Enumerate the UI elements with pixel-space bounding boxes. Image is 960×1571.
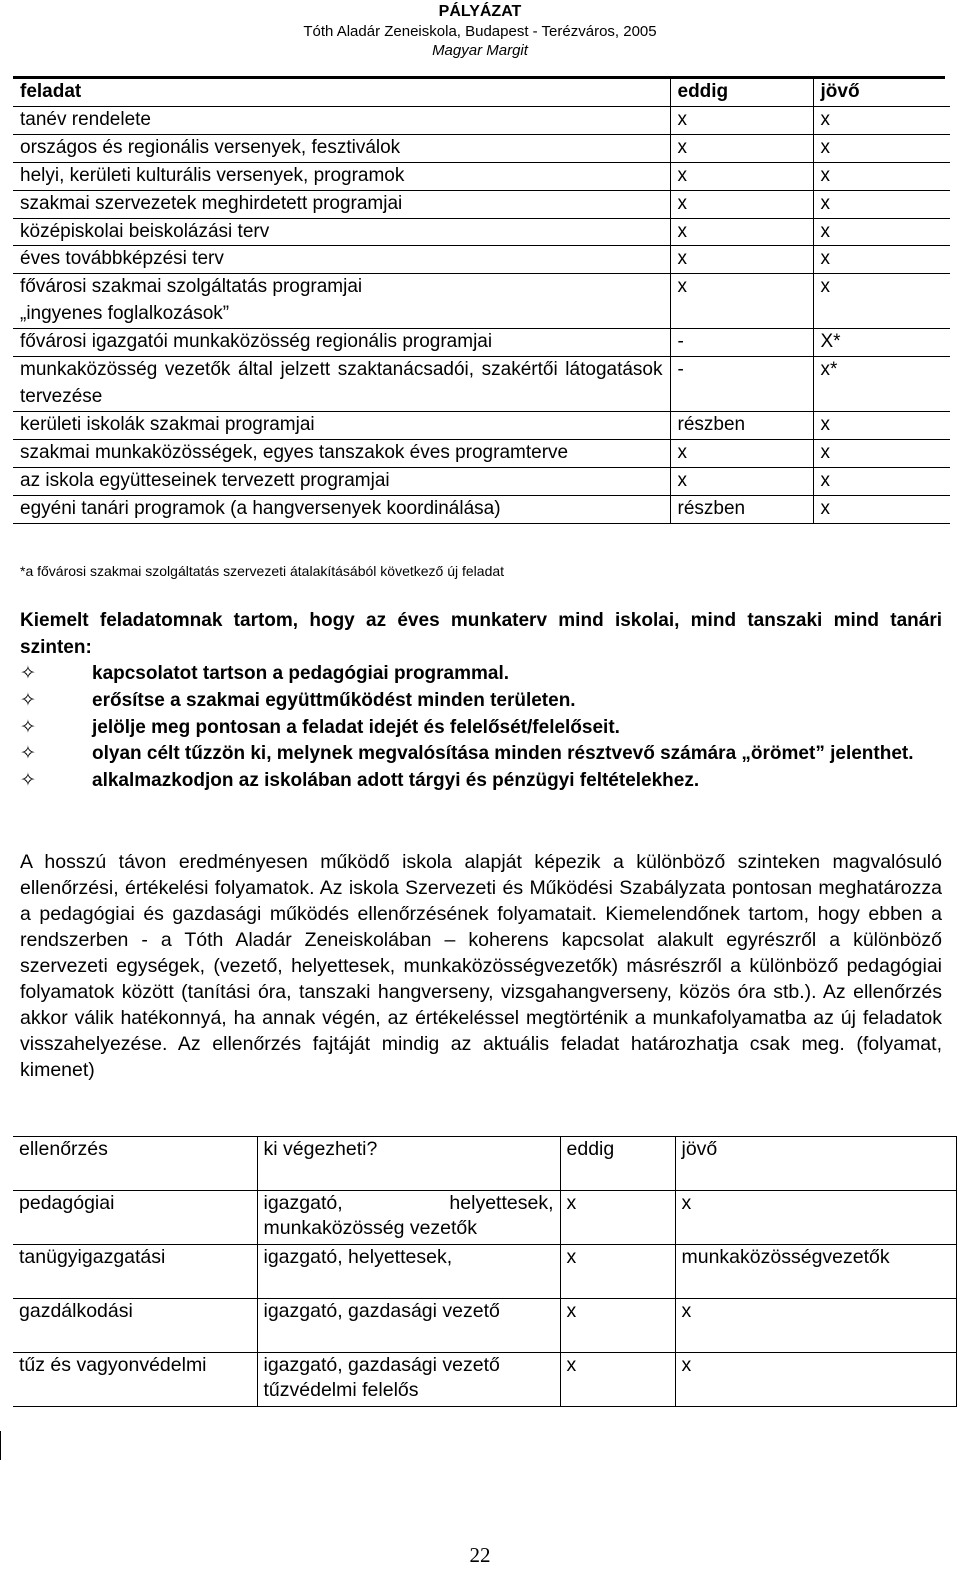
jovo-cell: x [813, 274, 950, 329]
table-row [13, 439, 950, 467]
list-item-text: erősítse a szakmai együttműködést minden területen. [92, 689, 576, 711]
jovo-cell: x [675, 1191, 956, 1245]
task-cell: munkaközösség vezetők által jelzett szaktanácsadói, szakértői látogatások tervezése [13, 357, 670, 412]
task-cell: szakmai szervezetek meghirdetett programjai [13, 190, 670, 218]
table-header-row [13, 1137, 956, 1191]
eddig-cell: x [670, 439, 813, 467]
jovo-cell: X* [813, 329, 950, 357]
eddig-cell: részben [670, 495, 813, 523]
tasks-table [13, 79, 950, 524]
column-header: eddig [670, 79, 813, 106]
jovo-cell: x [813, 190, 950, 218]
who-cell: igazgató, helyettesek, munkaközösség vezetők [257, 1191, 560, 1245]
task-cell: éves továbbképzési terv [13, 246, 670, 274]
table-row [13, 1353, 956, 1407]
eddig-cell: x [670, 162, 813, 190]
list-item [20, 661, 942, 688]
jovo-cell: munkaközösségvezetők [675, 1245, 956, 1299]
footnote: *a fővárosi szakmai szolgáltatás szervezeti átalakításából következő új feladat [20, 563, 505, 579]
intro-paragraph: Kiemelt feladatomnak tartom, hogy az éves munkaterv mind iskolai, mind tanszaki mind tanári szinten: [20, 610, 942, 658]
table-row [13, 411, 950, 439]
eddig-cell: x [560, 1299, 675, 1353]
star-bullet-icon: ✧ [20, 743, 36, 765]
type-cell: gazdálkodási [13, 1299, 257, 1353]
who-cell: igazgató, gazdasági vezető tűzvédelmi felelős [257, 1353, 560, 1407]
margin-mark [0, 1431, 1, 1460]
table-row [13, 1299, 956, 1353]
jovo-cell: x [813, 218, 950, 246]
star-bullet-icon: ✧ [20, 663, 36, 684]
column-header: eddig [560, 1137, 675, 1191]
eddig-cell: x [560, 1353, 675, 1407]
jovo-cell: x [813, 134, 950, 162]
page-number: 22 [469, 1543, 491, 1567]
jovo-cell: x [813, 411, 950, 439]
page-header [0, 2, 960, 60]
table-row [13, 1191, 956, 1245]
list-item-text: olyan célt tűzzön ki, melynek megvalósítása minden résztvevő számára „örömet” jelenthet. [92, 743, 914, 765]
task-cell: helyi, kerületi kulturális versenyek, programok [13, 162, 670, 190]
eddig-cell: x [560, 1245, 675, 1299]
table-row [13, 274, 950, 329]
task-cell: országos és regionális versenyek, fesztiválok [13, 134, 670, 162]
table-row [13, 495, 950, 523]
eddig-cell: - [670, 357, 813, 412]
table-header-row [13, 79, 950, 106]
task-cell: egyéni tanári programok (a hangversenyek koordinálása) [13, 495, 670, 523]
list-item-text: jelölje meg pontosan a feladat idejét és felelősét/felelőseit. [92, 716, 620, 738]
body-paragraph: A hosszú távon eredményesen működő iskola alapját képezik a különböző szinteken magvalósuló ellenőrzési, értékelési folyamatok. Az iskola Szervezeti és Működési Szabályzata pontosan meghatározza a pedagógiai és gazdasági működés ellenőrzésének folyamatait. Kiemelendőnek tartom, hogy ebben a rendszerben - a Tóth Aladár Zeneiskolában – koherens kapcsolat alakult egyrészről a különböző szervezeti egységek, (vezető, helyettesek, munkaközösségvezetők) másrészről a különböző pedagógiai folyamatok között (tanítási óra, tanszaki hangverseny, vizsgahangverseny, közös óra stb.). Az ellenőrzés akkor válik hatékonnyá, ha annak végén, az értékeléssel megtörténik a munkafolyamatba az új feladatok visszahelyezése. Az ellenőrzés fajtáját mindig az aktuális feladat határozhatja csak meg. (folyamat, kimenet) [20, 851, 942, 1082]
eddig-cell: x [670, 190, 813, 218]
eddig-cell: - [670, 329, 813, 357]
who-cell: igazgató, gazdasági vezető [257, 1299, 560, 1353]
jovo-cell: x [813, 106, 950, 134]
table-row [13, 357, 950, 412]
table-row [13, 218, 950, 246]
table-row [13, 467, 950, 495]
eddig-cell: x [670, 246, 813, 274]
jovo-cell: x [813, 495, 950, 523]
jovo-cell: x* [813, 357, 950, 412]
task-cell [13, 274, 670, 329]
task-text: fővárosi szakmai szolgáltatás programjai „ingyenes foglalkozások” [20, 276, 363, 325]
column-header: ellenőrzés [13, 1137, 257, 1191]
list-item [20, 768, 942, 795]
column-header: ki végezheti? [257, 1137, 560, 1191]
list-item [20, 688, 942, 715]
who-cell: igazgató, helyettesek, [257, 1245, 560, 1299]
table-row [13, 134, 950, 162]
column-header: feladat [13, 79, 670, 106]
task-cell: az iskola együtteseinek tervezett programjai [13, 467, 670, 495]
control-table [13, 1136, 957, 1407]
eddig-cell: részben [670, 411, 813, 439]
table-row [13, 106, 950, 134]
goals-list [20, 661, 942, 795]
table-row [13, 162, 950, 190]
list-item-text: kapcsolatot tartson a pedagógiai programmal. [92, 663, 510, 684]
eddig-cell: x [670, 218, 813, 246]
task-cell: kerületi iskolák szakmai programjai [13, 411, 670, 439]
star-bullet-icon: ✧ [20, 716, 36, 738]
column-header: jövő [675, 1137, 956, 1191]
table-row [13, 329, 950, 357]
list-item [20, 715, 942, 742]
jovo-cell: x [675, 1299, 956, 1353]
jovo-cell: x [813, 246, 950, 274]
jovo-cell: x [813, 162, 950, 190]
type-cell: tanügyigazgatási [13, 1245, 257, 1299]
header-author: Magyar Margit [432, 42, 528, 59]
table-row [13, 1245, 956, 1299]
list-item [20, 741, 942, 768]
eddig-cell: x [670, 106, 813, 134]
star-bullet-icon: ✧ [20, 689, 36, 711]
header-title: PÁLYÁZAT [438, 3, 522, 20]
eddig-cell: x [670, 134, 813, 162]
table-row [13, 246, 950, 274]
list-item-text: alkalmazkodjon az iskolában adott tárgyi és pénzügyi feltételekhez. [92, 770, 700, 792]
jovo-cell: x [813, 467, 950, 495]
eddig-cell: x [560, 1191, 675, 1245]
header-subtitle: Tóth Aladár Zeneiskola, Budapest - Terézváros, 2005 [303, 23, 657, 40]
type-cell: tűz és vagyonvédelmi [13, 1353, 257, 1407]
jovo-cell: x [675, 1353, 956, 1407]
eddig-cell: x [670, 274, 813, 329]
task-cell: fővárosi igazgatói munkaközösség regionális programjai [13, 329, 670, 357]
star-bullet-icon: ✧ [20, 770, 36, 792]
task-cell: szakmai munkaközösségek, egyes tanszakok éves programterve [13, 439, 670, 467]
task-cell: tanév rendelete [13, 106, 670, 134]
jovo-cell: x [813, 439, 950, 467]
table-row [13, 190, 950, 218]
task-cell: középiskolai beiskolázási terv [13, 218, 670, 246]
column-header: jövő [813, 79, 950, 106]
type-cell: pedagógiai [13, 1191, 257, 1245]
eddig-cell: x [670, 467, 813, 495]
